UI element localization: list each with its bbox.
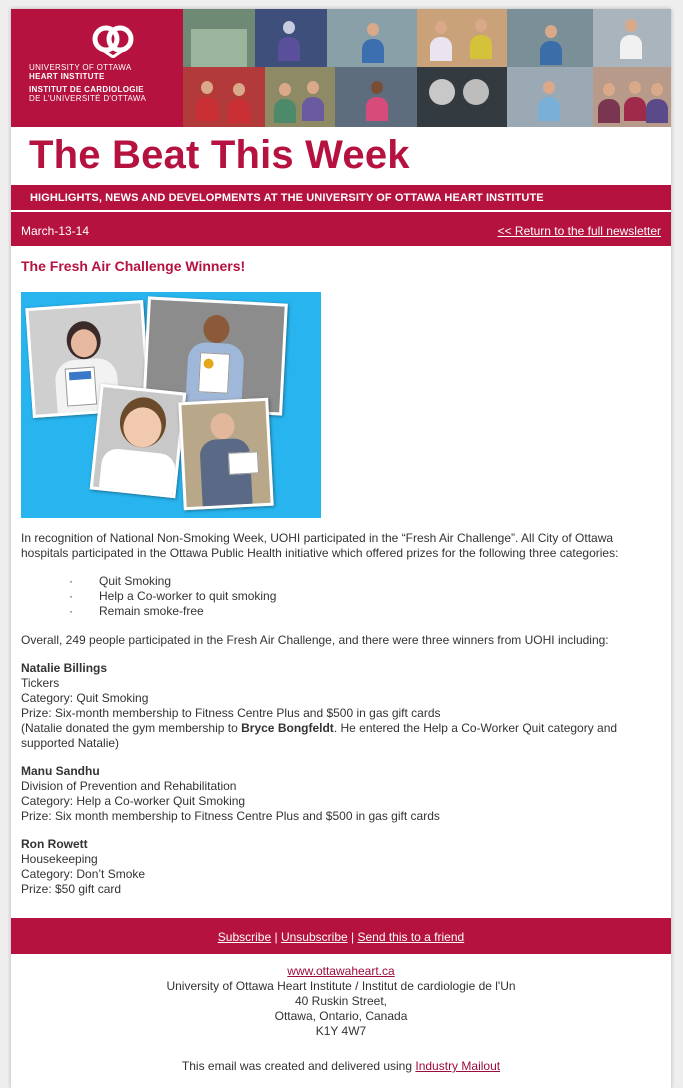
photo-tile [255,9,327,67]
article-intro: In recognition of National Non-Smoking Week, UOHI participated in the “Fresh Air Challenge”. All City of Ottawa hospitals participated in the Ottawa Public Health initiative which offered prizes for the following three categories: [21,531,619,560]
winner-entry [21,764,661,824]
org-name: University of Ottawa Heart Institute / Institut de cardiologie de l'Un [166,979,516,993]
institute-logo [11,9,183,127]
photo-tile [183,9,255,67]
date-bar [11,212,671,246]
created-by-notice: This email was created and delivered using Industry Mailout [181,1059,501,1073]
donee-name: Bryce Bongfeldt [241,721,334,735]
photo-tile [417,9,507,67]
winner-prize: Prize: Six month membership to Fitness Centre Plus and $500 in gas gift cards [21,809,440,823]
photo-tile [265,67,335,127]
send-to-friend-link[interactable]: Send this to a friend [357,930,465,944]
city-address: Ottawa, Ontario, Canada [274,1009,408,1023]
logo-text-line3: INSTITUT DE CARDIOLOGIE [29,85,144,94]
list-item: · Quit Smoking [69,574,276,589]
winner-entry [21,661,661,751]
winner-name: Natalie Billings [21,661,108,675]
staff-photo-collage [183,9,671,127]
winner-department: Division of Prevention and Rehabilitation [21,779,237,793]
winner-name: Manu Sandhu [21,764,100,778]
industry-mailout-link[interactable]: Industry Mailout [415,1059,501,1073]
subscribe-link[interactable]: Subscribe [217,930,272,944]
footer-address [11,964,671,1039]
winner-name: Ron Rowett [21,837,88,851]
website-link[interactable]: www.ottawaheart.ca [287,964,395,978]
list-item: · Remain smoke-free [69,604,276,619]
winner-note: (Natalie donated the gym membership to Bryce Bongfeldt. He entered the Help a Co-Worker Quit category and supported Natalie) [21,721,618,750]
newsletter-tagline: HIGHLIGHTS, NEWS AND DEVELOPMENTS AT THE UNIVERSITY OF OTTAWA HEART INSTITUTE [11,184,671,210]
link-separator: | [347,930,358,944]
photo-tile [183,67,265,127]
newsletter-container [11,9,671,1088]
winner-department: Tickers [21,676,60,690]
street-address: 40 Ruskin Street, [294,994,388,1008]
photo-tile [593,9,671,67]
winner-category: Category: Don’t Smoke [21,867,146,881]
heart-logo-icon [91,24,135,58]
winner-department: Housekeeping [21,852,98,866]
photo-tile [593,67,671,127]
unsubscribe-link[interactable]: Unsubscribe [280,930,348,944]
winner-photo-bryce [90,384,187,498]
logo-text-line2: HEART INSTITUTE [29,72,105,81]
newsletter-title: The Beat This Week [29,133,410,177]
logo-text-line4: DE L'UNIVERSITÉ D'OTTAWA [29,94,147,103]
photo-tile [507,9,593,67]
logo-text-line1: UNIVERSITY OF OTTAWA [29,63,132,72]
article-title: The Fresh Air Challenge Winners! [21,258,246,274]
winner-prize: Prize: Six-month membership to Fitness Centre Plus and $500 in gas gift cards [21,706,441,720]
postal-code: K1Y 4W7 [315,1024,367,1038]
winners-photo [21,292,321,518]
photo-tile [507,67,593,127]
photo-tile [327,9,417,67]
list-item: · Help a Co-worker to quit smoking [69,589,276,604]
winner-prize: Prize: $50 gift card [21,882,122,896]
winner-category: Category: Help a Co-worker Quit Smoking [21,794,246,808]
link-separator: | [271,930,281,944]
participation-summary: Overall, 249 people participated in the Fresh Air Challenge, and there were three winners from UOHI including: [21,633,609,647]
photo-tile [335,67,417,127]
winner-photo-ron [178,398,274,511]
category-list [69,574,276,619]
footer-links-bar [11,918,671,954]
header-banner [11,9,671,127]
winner-entry [21,837,661,897]
return-to-newsletter-link[interactable]: << Return to the full newsletter [497,224,661,238]
photo-tile [417,67,507,127]
issue-date: March-13-14 [21,224,90,238]
winner-category: Category: Quit Smoking [21,691,149,705]
